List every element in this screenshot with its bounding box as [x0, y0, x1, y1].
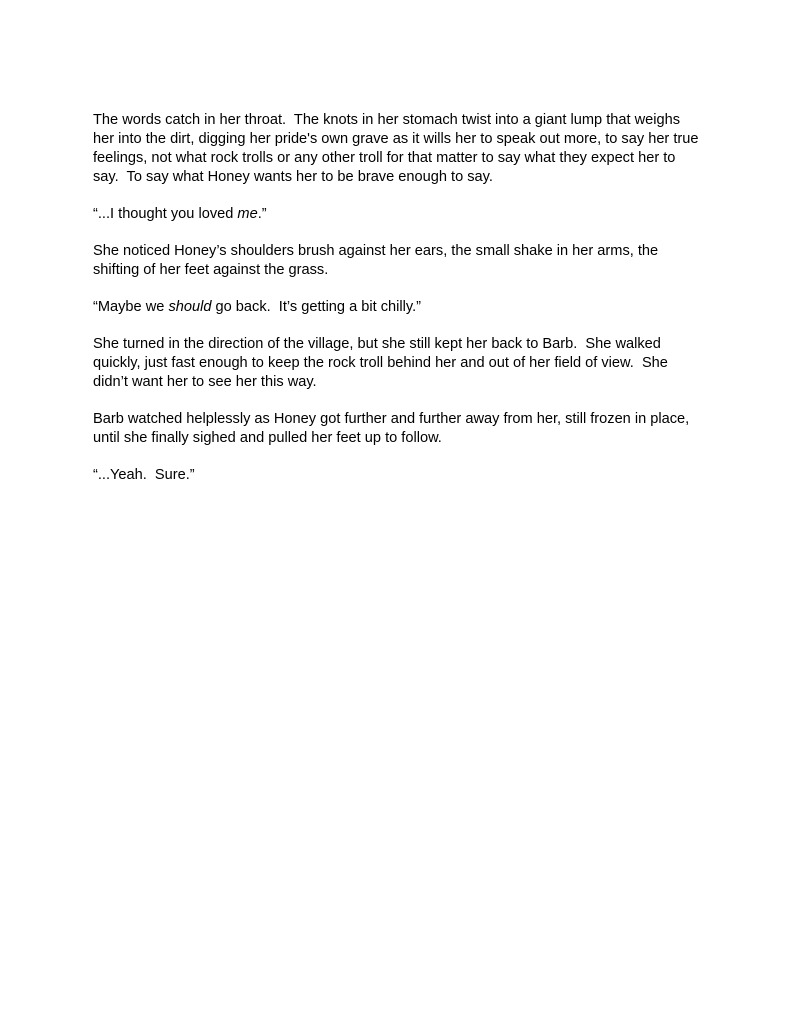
paragraph-2-text-after: .”: [257, 206, 267, 222]
paragraph-2-emphasis: me: [237, 206, 258, 222]
paragraph-1: The words catch in her throat. The knots in her stomach twist into a giant lump that weighs her into the dirt, digging her pride's own grave as it wills her to speak out more, to say her true feelings, not what rock trolls or any other troll for that matter to say what they expect her to say. To say what Honey wants her to be brave enough to say.: [93, 112, 703, 185]
paragraph-4-text-before: “Maybe we: [93, 299, 169, 315]
paragraph-2-text-before: “...I thought you loved: [93, 206, 238, 222]
paragraph-3: She noticed Honey’s shoulders brush against her ears, the small shake in her arms, the shifting of her feet against the grass.: [93, 243, 663, 278]
paragraph-6: Barb watched helplessly as Honey got further and further away from her, still frozen in place, until she finally sighed and pulled her feet up to follow.: [93, 411, 694, 446]
paragraph-4-text-after: go back. It’s getting a bit chilly.”: [211, 299, 422, 315]
paragraph-2: [93, 205, 701, 224]
paragraph-4-emphasis: should: [168, 299, 212, 315]
paragraph-5: She turned in the direction of the village, but she still kept her back to Barb. She walked quickly, just fast enough to keep the rock troll behind her and out of her field of view. She didn’t want her to see her this way.: [93, 336, 672, 390]
document-body: [93, 111, 701, 503]
paragraph-7: “...Yeah. Sure.”: [93, 467, 195, 483]
paragraph-4: [93, 298, 701, 317]
